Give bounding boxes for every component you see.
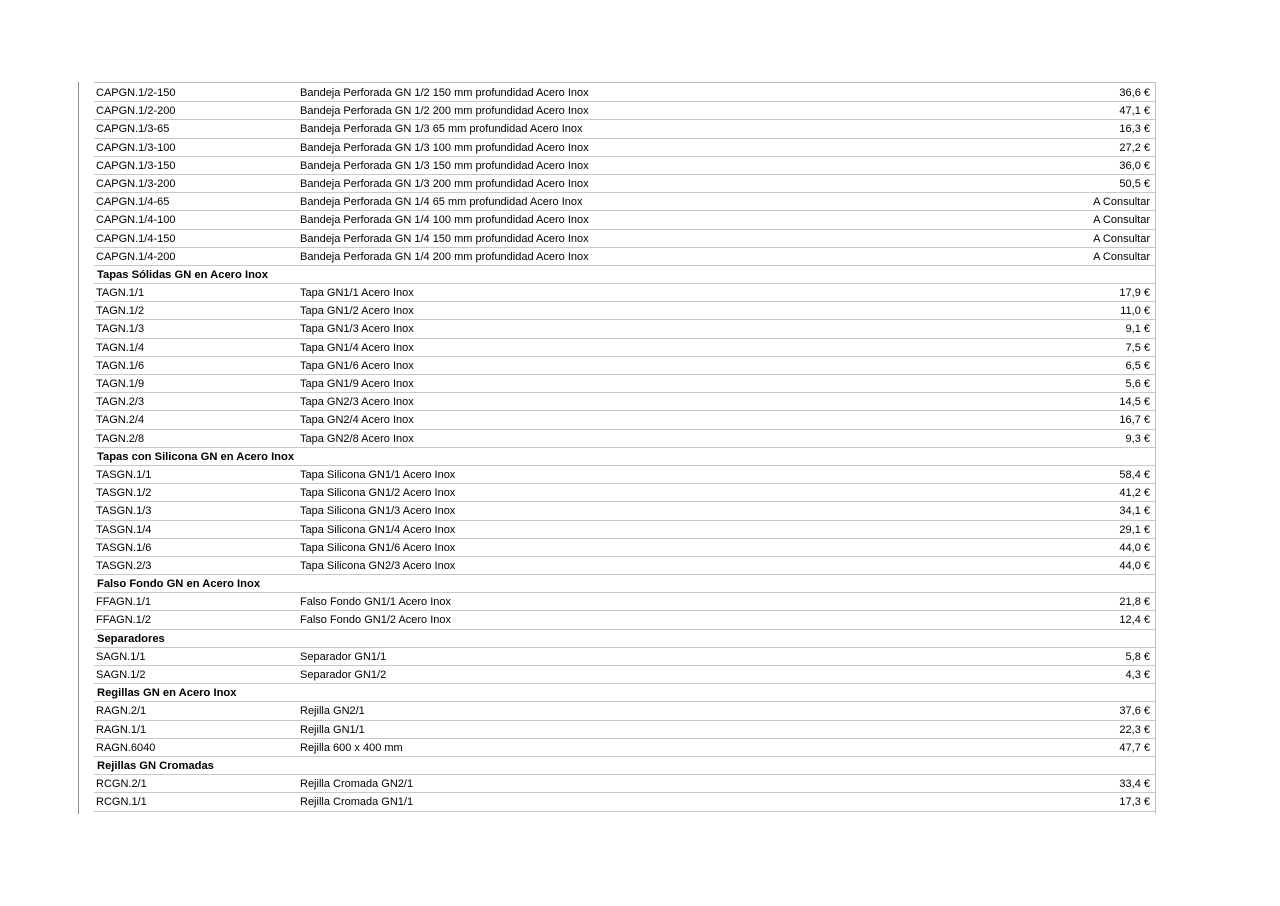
- product-price: 5,6 €: [1125, 378, 1150, 390]
- product-code: CAPGN.1/4-100: [96, 214, 176, 227]
- product-code: CAPGN.1/4-200: [96, 250, 176, 263]
- table-row: [94, 211, 1155, 229]
- product-price: 12,4 €: [1119, 614, 1150, 627]
- table-row: [94, 539, 1155, 557]
- product-price: 9,1 €: [1125, 323, 1150, 336]
- table-row: [94, 393, 1155, 411]
- table-row: [94, 139, 1155, 157]
- product-description: Tapa GN2/8 Acero Inox: [300, 432, 414, 445]
- product-description: Bandeja Perforada GN 1/3 200 mm profundidad Acero Inox: [300, 177, 589, 190]
- product-price: 17,3 €: [1119, 796, 1150, 809]
- table-row: [94, 557, 1155, 575]
- section-header: [94, 684, 1155, 702]
- table-row: [94, 302, 1155, 320]
- product-price: 34,1 €: [1119, 505, 1150, 518]
- table-row: [94, 739, 1155, 757]
- section-header: [94, 630, 1155, 648]
- product-code: TAGN.1/3: [96, 323, 145, 336]
- table-row: [94, 84, 1155, 102]
- table-row: [94, 502, 1155, 520]
- table-row: [94, 775, 1155, 793]
- product-description: Bandeja Perforada GN 1/4 65 mm profundidad Acero Inox: [300, 196, 583, 209]
- product-description: Tapa GN1/9 Acero Inox: [300, 378, 414, 390]
- product-code: TAGN.1/2: [96, 305, 145, 318]
- table-row: [94, 466, 1155, 484]
- product-description: Bandeja Perforada GN 1/4 100 mm profundidad Acero Inox: [300, 214, 589, 227]
- table-row: [94, 193, 1155, 211]
- sheet-right-border: [1155, 82, 1156, 814]
- product-price: 22,3 €: [1119, 723, 1150, 736]
- product-code: TAGN.1/9: [96, 378, 145, 390]
- product-code: TASGN.1/6: [96, 541, 152, 554]
- product-price: 37,6 €: [1119, 705, 1150, 718]
- product-description: Bandeja Perforada GN 1/2 200 mm profundidad Acero Inox: [300, 105, 589, 118]
- product-price: 4,3 €: [1125, 669, 1150, 681]
- table-row: [94, 284, 1155, 302]
- table-row: [94, 375, 1155, 393]
- table-row: [94, 593, 1155, 611]
- table-row: [94, 339, 1155, 357]
- product-description: Rejilla Cromada GN2/1: [300, 778, 414, 791]
- product-description: Bandeja Perforada GN 1/4 150 mm profundidad Acero Inox: [300, 232, 589, 245]
- product-code: TAGN.2/3: [96, 396, 145, 409]
- product-code: TAGN.1/6: [96, 359, 145, 372]
- product-price: A Consultar: [1093, 196, 1150, 209]
- product-price: 27,2 €: [1119, 141, 1150, 154]
- product-price: 11,0 €: [1120, 305, 1150, 318]
- product-code: CAPGN.1/2-150: [96, 87, 176, 99]
- product-code: TASGN.1/3: [96, 505, 152, 518]
- product-description: Tapa GN1/3 Acero Inox: [300, 323, 414, 336]
- table-row: [94, 102, 1155, 120]
- product-code: TASGN.1/2: [96, 487, 152, 500]
- product-description: Bandeja Perforada GN 1/2 150 mm profundidad Acero Inox: [300, 87, 589, 99]
- product-price: 58,4 €: [1119, 468, 1150, 481]
- product-description: Rejilla 600 x 400 mm: [300, 741, 403, 754]
- product-price: 29,1 €: [1119, 523, 1150, 536]
- product-description: Rejilla GN2/1: [300, 705, 365, 718]
- product-price: 50,5 €: [1119, 177, 1150, 190]
- product-price: 16,3 €: [1119, 123, 1150, 136]
- product-description: Tapa Silicona GN1/1 Acero Inox: [300, 468, 456, 481]
- product-description: Tapa GN1/1 Acero Inox: [300, 287, 414, 300]
- price-list-table: [94, 84, 1155, 812]
- product-price: 14,5 €: [1119, 396, 1150, 409]
- product-code: CAPGN.1/3-65: [96, 123, 170, 136]
- product-code: CAPGN.1/2-200: [96, 105, 176, 118]
- product-price: 36,6 €: [1119, 87, 1150, 99]
- table-row: [94, 611, 1155, 629]
- product-code: FFAGN.1/2: [96, 614, 152, 627]
- product-code: SAGN.1/2: [96, 669, 146, 681]
- product-price: 21,8 €: [1119, 596, 1150, 609]
- table-row: [94, 248, 1155, 266]
- product-code: SAGN.1/1: [96, 650, 146, 663]
- sheet-top-border: [94, 82, 1156, 83]
- table-row: [94, 521, 1155, 539]
- product-description: Tapa GN1/4 Acero Inox: [300, 341, 414, 354]
- product-description: Bandeja Perforada GN 1/3 150 mm profundidad Acero Inox: [300, 159, 589, 172]
- section-title: Tapas con Silicona GN en Acero Inox: [97, 450, 295, 463]
- product-code: RCGN.1/1: [96, 796, 147, 809]
- product-price: 9,3 €: [1125, 432, 1150, 445]
- table-row: [94, 721, 1155, 739]
- product-description: Tapa GN2/3 Acero Inox: [300, 396, 414, 409]
- product-description: Tapa Silicona GN1/3 Acero Inox: [300, 505, 456, 518]
- product-description: Tapa Silicona GN1/6 Acero Inox: [300, 541, 456, 554]
- product-price: 6,5 €: [1125, 359, 1150, 372]
- product-code: TAGN.1/1: [96, 287, 145, 300]
- section-title: Rejillas GN Cromadas: [97, 759, 214, 772]
- table-row: [94, 411, 1155, 429]
- section-title: Falso Fondo GN en Acero Inox: [97, 578, 261, 591]
- product-price: 44,0 €: [1119, 559, 1150, 572]
- table-row: [94, 357, 1155, 375]
- product-code: TAGN.1/4: [96, 341, 145, 354]
- product-price: A Consultar: [1093, 214, 1150, 227]
- table-row: [94, 666, 1155, 684]
- product-description: Bandeja Perforada GN 1/3 65 mm profundidad Acero Inox: [300, 123, 583, 136]
- product-description: Tapa GN1/2 Acero Inox: [300, 305, 414, 318]
- product-code: CAPGN.1/3-100: [96, 141, 176, 154]
- product-code: TASGN.2/3: [96, 559, 152, 572]
- product-code: RAGN.2/1: [96, 705, 147, 718]
- table-row: [94, 120, 1155, 138]
- product-price: 7,5 €: [1125, 341, 1150, 354]
- section-title: Separadores: [97, 632, 165, 645]
- product-code: FFAGN.1/1: [96, 596, 152, 609]
- section-header: [94, 575, 1155, 593]
- product-description: Tapa Silicona GN2/3 Acero Inox: [300, 559, 456, 572]
- product-code: CAPGN.1/3-200: [96, 177, 176, 190]
- product-description: Bandeja Perforada GN 1/3 100 mm profundidad Acero Inox: [300, 141, 589, 154]
- table-row: [94, 230, 1155, 248]
- product-description: Rejilla Cromada GN1/1: [300, 796, 414, 809]
- table-row: [94, 648, 1155, 666]
- section-header: [94, 448, 1155, 466]
- product-price: 41,2 €: [1119, 487, 1150, 500]
- section-header: [94, 266, 1155, 284]
- table-row: [94, 430, 1155, 448]
- product-price: 5,8 €: [1125, 650, 1150, 663]
- product-description: Falso Fondo GN1/2 Acero Inox: [300, 614, 452, 627]
- sheet-left-border: [78, 82, 79, 814]
- product-price: 47,7 €: [1119, 741, 1150, 754]
- product-code: RAGN.1/1: [96, 723, 147, 736]
- product-code: CAPGN.1/4-150: [96, 232, 176, 245]
- product-price: 47,1 €: [1119, 105, 1150, 118]
- product-description: Falso Fondo GN1/1 Acero Inox: [300, 596, 452, 609]
- table-row: [94, 484, 1155, 502]
- product-code: TAGN.2/4: [96, 414, 145, 427]
- table-row: [94, 702, 1155, 720]
- product-code: CAPGN.1/3-150: [96, 159, 176, 172]
- product-price: 16,7 €: [1119, 414, 1150, 427]
- product-code: TAGN.2/8: [96, 432, 145, 445]
- table-row: [94, 320, 1155, 338]
- product-code: CAPGN.1/4-65: [96, 196, 170, 209]
- product-description: Separador GN1/1: [300, 650, 387, 663]
- product-description: Tapa Silicona GN1/4 Acero Inox: [300, 523, 456, 536]
- product-code: TASGN.1/4: [96, 523, 152, 536]
- product-description: Tapa GN2/4 Acero Inox: [300, 414, 414, 427]
- product-description: Bandeja Perforada GN 1/4 200 mm profundidad Acero Inox: [300, 250, 589, 263]
- section-title: Tapas Sólidas GN en Acero Inox: [97, 268, 268, 281]
- product-price: 36,0 €: [1119, 159, 1150, 172]
- product-description: Tapa Silicona GN1/2 Acero Inox: [300, 487, 456, 500]
- product-code: RAGN.6040: [96, 741, 156, 754]
- section-title: Regillas GN en Acero Inox: [97, 687, 237, 700]
- table-row: [94, 175, 1155, 193]
- product-price: A Consultar: [1093, 232, 1150, 245]
- product-price: 44,0 €: [1119, 541, 1150, 554]
- product-description: Tapa GN1/6 Acero Inox: [300, 359, 414, 372]
- product-price: 17,9 €: [1119, 287, 1150, 300]
- product-description: Rejilla GN1/1: [300, 723, 365, 736]
- product-code: TASGN.1/1: [96, 468, 152, 481]
- product-code: RCGN.2/1: [96, 778, 147, 791]
- product-price: A Consultar: [1093, 250, 1150, 263]
- product-description: Separador GN1/2: [300, 669, 387, 681]
- section-header: [94, 757, 1155, 775]
- product-price: 33,4 €: [1119, 778, 1150, 791]
- table-row: [94, 793, 1155, 811]
- table-row: [94, 157, 1155, 175]
